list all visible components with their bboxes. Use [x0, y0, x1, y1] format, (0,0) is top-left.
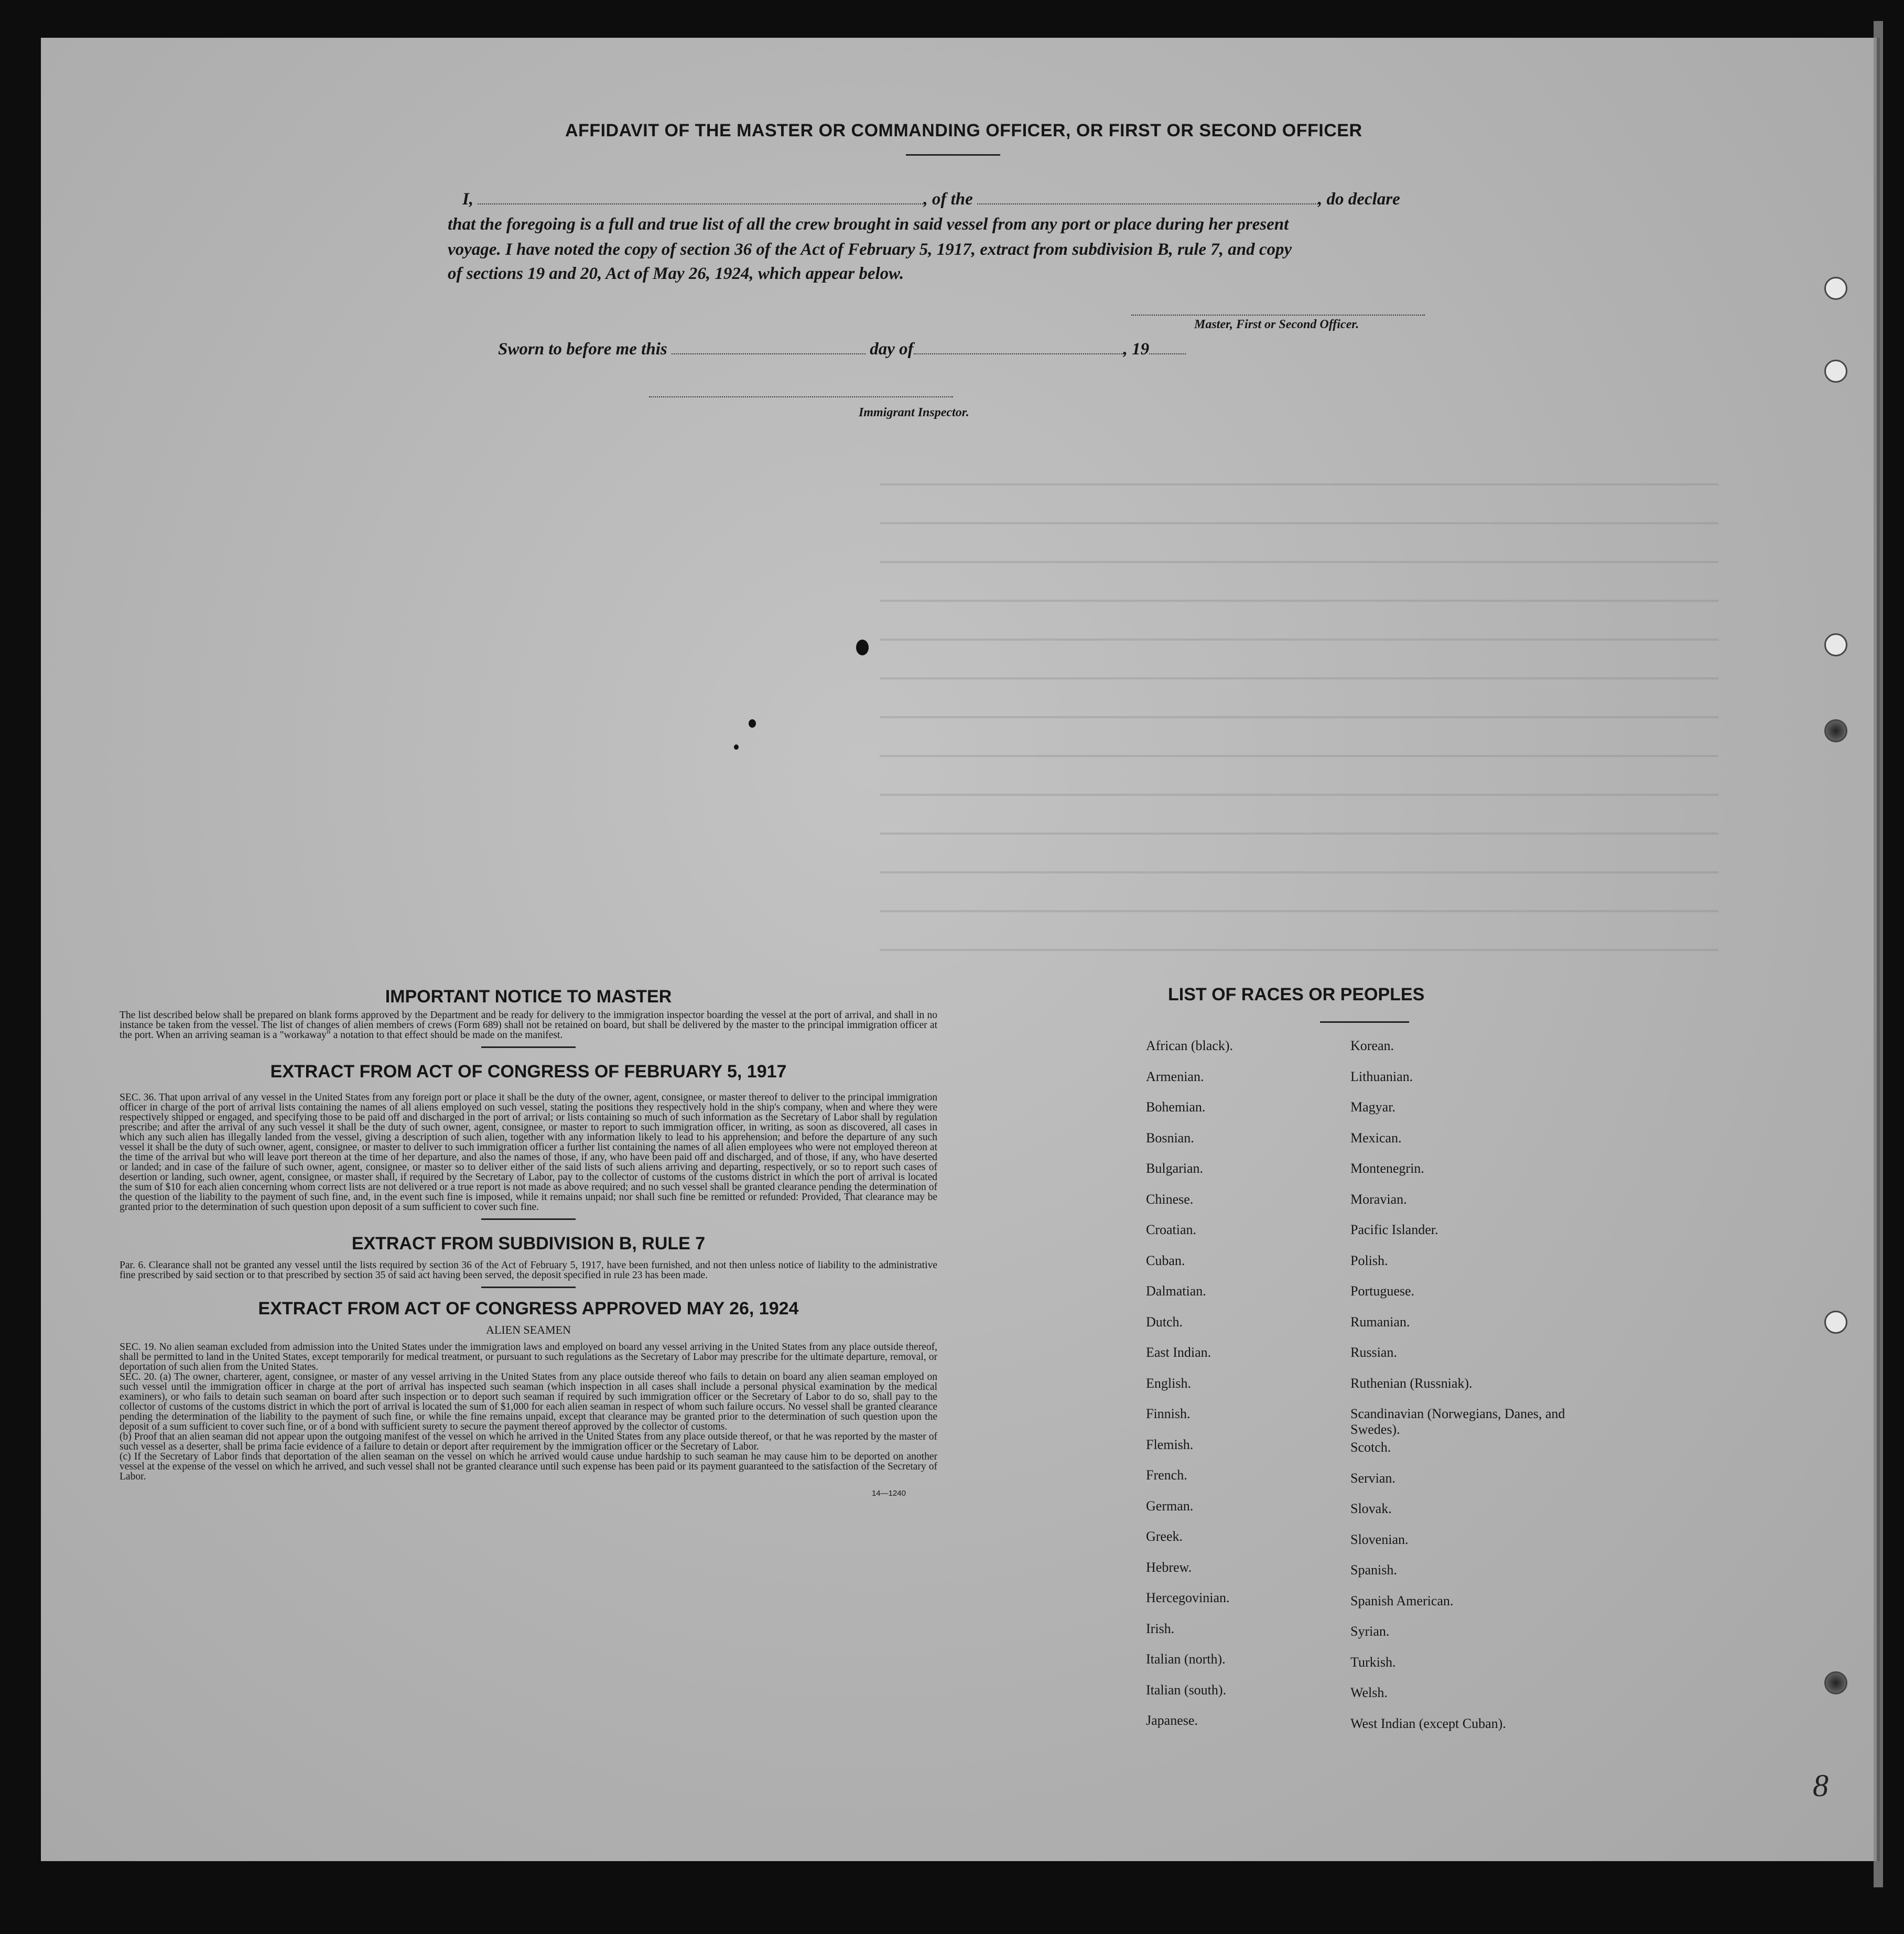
race-item: French. — [1146, 1467, 1187, 1483]
race-item: Montenegrin. — [1350, 1161, 1424, 1176]
extract-1917-text: SEC. 36. That upon arrival of any vessel in the United States from any foreign port or place it shall be the duty of the owner, agent, consignee, or master thereof to deliver to the principal immigration officer in charge of the port of arrival lists containing the names of all aliens employed on such vessel, stating the positions they respectively hold in the ship's company, when and where they were respectively shipped or engaged, and specifying those to be paid off and discharged in the port of arrival; or lists containing so much of such information as the Secretary of Labor shall by regulation prescribe; and after the arrival of any such vessel it shall be the duty of such owner, agent, consignee, or master to report to such immigration officer, in writing, as soon as discovered, all cases in which any such alien has illegally landed from the vessel, giving a description of such alien, together with any information likely to lead to his apprehension; and before the departure of any such vessel it shall be the duty of such owner, agent, consignee, or master to deliver to such immigration officer a further list containing the names of all alien employees who were not employed thereon at the time of the arrival but who will leave port thereon at the time of her departure, and also the names of those, if any, who have been paid off and discharged, and of those, if any, who have deserted or landed; and in case of the failure of such owner, agent, consignee, or master so to deliver either of the said lists of such aliens arriving and departing, respectively, or so to report such cases of desertion or landing, such owner, agent, consignee, or master shall, if required by the Secretary of Labor, pay to the collector of customs of the customs district in which the port of arrival is located the sum of $10 for each alien concerning whom correct lists are not delivered or a true report is not made as above required; and no such vessel shall be granted clearance pending the determination of the question of the liability to the payment of such fine, and, in the event such fine is imposed, while it remains unpaid; nor shall such fine be remitted or refunded: Provided, That clearance may be granted prior to the determination of such question upon deposit of a sum sufficient to cover such fine. — [120, 1092, 937, 1213]
race-item: Spanish. — [1350, 1562, 1397, 1578]
alien-seamen-subheading: ALIEN SEAMEN — [486, 1323, 571, 1336]
notice-divider — [481, 1046, 576, 1048]
race-item: German. — [1146, 1498, 1194, 1514]
race-item: Japanese. — [1146, 1713, 1198, 1728]
sworn-line — [498, 340, 1186, 359]
bleed-through-texture — [880, 447, 1718, 971]
race-item: Rumanian. — [1350, 1314, 1410, 1330]
race-item: Scotch. — [1350, 1440, 1391, 1455]
race-item: Dutch. — [1146, 1314, 1183, 1330]
declaration-line-1 — [462, 190, 1521, 209]
sec20a-text: SEC. 20. (a) The owner, charterer, agent, consignee, or master of any vessel arriving in the United States from any place outside thereof who fails to detain on board any alien seaman employed on such vessel until the immigration officer in charge at the port of arrival has inspected such seaman (which inspection in all cases shall include a personal physical examination by the medical examiners), or who fails to detain such seaman on board after such inspection or to deport such seaman if required by such immigration officer or the Secretary of Labor to do so, shall pay to the collector of customs of the customs district in which the port of arrival is located the sum of $1,000 for each alien seaman in respect of whom such failure occurs. No vessel shall be granted clearance pending the determination of the liability to the payment of such fine, or while the fine remains unpaid, except that clearance may be granted prior to the determination of such question upon the deposit of a sum sufficient to cover such fine, or of a bond with sufficient surety to secure the payment thereof approved by the collector of customs. — [120, 1371, 937, 1432]
notice-heading: IMPORTANT NOTICE TO MASTER — [385, 987, 672, 1007]
race-item: East Indian. — [1146, 1345, 1211, 1360]
page-mark: 8 — [1813, 1768, 1829, 1803]
punch-hole — [1824, 633, 1847, 656]
vessel-name-field[interactable] — [977, 203, 1318, 204]
race-item: Chinese. — [1146, 1191, 1194, 1207]
declaration-line-4: of sections 19 and 20, Act of May 26, 1924, which appear below. — [448, 264, 904, 283]
punch-hole — [1824, 1671, 1847, 1694]
race-item: Bulgarian. — [1146, 1161, 1204, 1176]
races-heading: LIST OF RACES OR PEOPLES — [1168, 985, 1425, 1004]
race-item: Russian. — [1350, 1345, 1397, 1360]
inspector-caption: Immigrant Inspector. — [859, 406, 969, 419]
declaration-line-3: voyage. I have noted the copy of section 36 of the Act of February 5, 1917, extract from subdivision B, rule 7, and copy — [448, 240, 1292, 259]
extract-1924-heading: EXTRACT FROM ACT OF CONGRESS APPROVED MAY 26, 1924 — [258, 1299, 799, 1319]
race-item: Turkish. — [1350, 1654, 1396, 1670]
race-item: Italian (north). — [1146, 1651, 1226, 1667]
legal-text-column — [120, 987, 937, 1498]
page-edge — [1874, 21, 1883, 1887]
punch-hole — [1824, 1311, 1847, 1334]
sworn-day-field[interactable] — [672, 353, 866, 354]
race-item: Greek. — [1146, 1529, 1183, 1544]
ink-blot — [856, 640, 869, 655]
master-caption: Master, First or Second Officer. — [1194, 318, 1359, 331]
race-item: Dalmatian. — [1146, 1283, 1206, 1299]
race-item: Croatian. — [1146, 1222, 1197, 1237]
officer-name-field[interactable] — [478, 203, 923, 204]
race-item: Slovak. — [1350, 1501, 1392, 1516]
race-item: Polish. — [1350, 1252, 1388, 1268]
punch-hole — [1824, 360, 1847, 383]
races-underline — [1320, 1021, 1409, 1023]
sec20c-text: (c) If the Secretary of Labor finds that deportation of the alien seaman on the vessel on which he arrived would cause undue hardship to such seaman he may cause him to be deported on another vessel at the expense of the vessel on which he arrived, and such vessel shall not be granted clearance until such expense has been paid or its payment guaranteed to the satisfaction of the Secretary of Labor. — [120, 1451, 937, 1482]
races-left-column — [1146, 1038, 1233, 1744]
race-item: Spanish American. — [1350, 1593, 1454, 1608]
sworn-year: , 19 — [1123, 340, 1150, 359]
race-item: Armenian. — [1146, 1068, 1204, 1084]
ink-blot — [734, 744, 739, 750]
sworn-day-of: day of — [870, 340, 914, 359]
race-item: Irish. — [1146, 1620, 1175, 1636]
sec19-text: SEC. 19. No alien seaman excluded from admission into the United States under the immigration laws and employed on board any vessel arriving in the United States from any place outside thereof, shall be permitted to land in the United States, except temporarily for medical treatment, or pursuant to such regulations as the Secretary of Labor may prescribe for the ultimate departure, removal, or deportation of such alien from the United States. — [120, 1342, 937, 1373]
race-item: Pacific Islander. — [1350, 1222, 1438, 1237]
race-item: Welsh. — [1350, 1685, 1388, 1700]
race-item: Lithuanian. — [1350, 1068, 1413, 1084]
race-item: Finnish. — [1146, 1406, 1191, 1421]
declaration-line-2: that the foregoing is a full and true list of all the crew brought in said vessel from any port or place during her present — [448, 215, 1289, 234]
race-item: Korean. — [1350, 1038, 1394, 1053]
declaration-i: I, — [462, 190, 474, 209]
form-number: 14—1240 — [871, 1489, 906, 1498]
subdivision-heading: EXTRACT FROM SUBDIVISION B, RULE 7 — [351, 1234, 706, 1254]
document-sheet — [41, 38, 1874, 1861]
inspector-signature-line[interactable] — [649, 393, 953, 397]
race-item: Hebrew. — [1146, 1559, 1192, 1575]
race-item: Slovenian. — [1350, 1531, 1409, 1547]
sworn-month-field[interactable] — [914, 353, 1123, 354]
race-item: Servian. — [1350, 1470, 1395, 1486]
race-item: Moravian. — [1350, 1191, 1407, 1207]
race-item: Bohemian. — [1146, 1099, 1206, 1115]
extract-1917-divider — [481, 1218, 576, 1220]
ink-blot — [749, 719, 756, 728]
sec20b-text: (b) Proof that an alien seaman did not appear upon the outgoing manifest of the vessel on which he arrived in the United States from any place outside thereof, or that he was reported by the master of such vessel as a deserter, shall be prima facie evidence of a failure to detain or deport after requirement by the immigration officer or the Secretary of Labor. — [120, 1431, 937, 1452]
race-item: Magyar. — [1350, 1099, 1395, 1115]
master-signature-line[interactable] — [1131, 311, 1425, 316]
race-item: Syrian. — [1350, 1624, 1390, 1639]
notice-text: The list described below shall be prepared on blank forms approved by the Department and be ready for delivery to the immigration inspector boarding the vessel at the port of arrival, and shall in no instance be taken from the vessel. The list of changes of alien members of crews (Form 689) shall not be retained on board, but shall be delivered by the master to the principal immigration officer at the port. When an arriving seaman is a "workaway" a notation to that effect should be made on the manifest. — [120, 1010, 937, 1041]
race-item: Bosnian. — [1146, 1130, 1194, 1146]
race-item: West Indian (except Cuban). — [1350, 1715, 1506, 1731]
races-right-column — [1350, 1038, 1597, 1746]
race-item: Mexican. — [1350, 1130, 1402, 1146]
title-underline — [906, 154, 1000, 156]
extract-1917-heading: EXTRACT FROM ACT OF CONGRESS OF FEBRUARY 5, 1917 — [270, 1062, 787, 1082]
race-item: Scandinavian (Norwegians, Danes, and Swedes). — [1350, 1406, 1565, 1437]
sworn-year-field[interactable] — [1149, 353, 1186, 354]
subdivision-divider — [481, 1287, 576, 1288]
subdivision-text: Par. 6. Clearance shall not be granted any vessel until the lists required by section 36 of the Act of February 5, 1917, have been furnished, and not then unless notice of liability to the administrative fine prescribed by said section or to that prescribed by section 35 of said act having been served, the deposit specified in rule 23 has been made. — [120, 1260, 937, 1281]
punch-hole — [1824, 719, 1847, 742]
punch-hole — [1824, 277, 1847, 300]
race-item: African (black). — [1146, 1038, 1234, 1053]
declaration-of-the: , of the — [923, 190, 973, 209]
race-item: Portuguese. — [1350, 1283, 1415, 1299]
race-item: Cuban. — [1146, 1252, 1185, 1268]
race-item: Italian (south). — [1146, 1682, 1227, 1698]
race-item: Ruthenian (Russniak). — [1350, 1375, 1473, 1391]
race-item: Hercegovinian. — [1146, 1590, 1230, 1605]
race-item: English. — [1146, 1375, 1191, 1391]
affidavit-title: AFFIDAVIT OF THE MASTER OR COMMANDING OFFICER, OR FIRST OR SECOND OFFICER — [565, 121, 1362, 141]
declaration-declare: , do declare — [1318, 190, 1400, 209]
race-item: Flemish. — [1146, 1436, 1194, 1452]
sworn-prefix: Sworn to before me this — [498, 340, 667, 359]
